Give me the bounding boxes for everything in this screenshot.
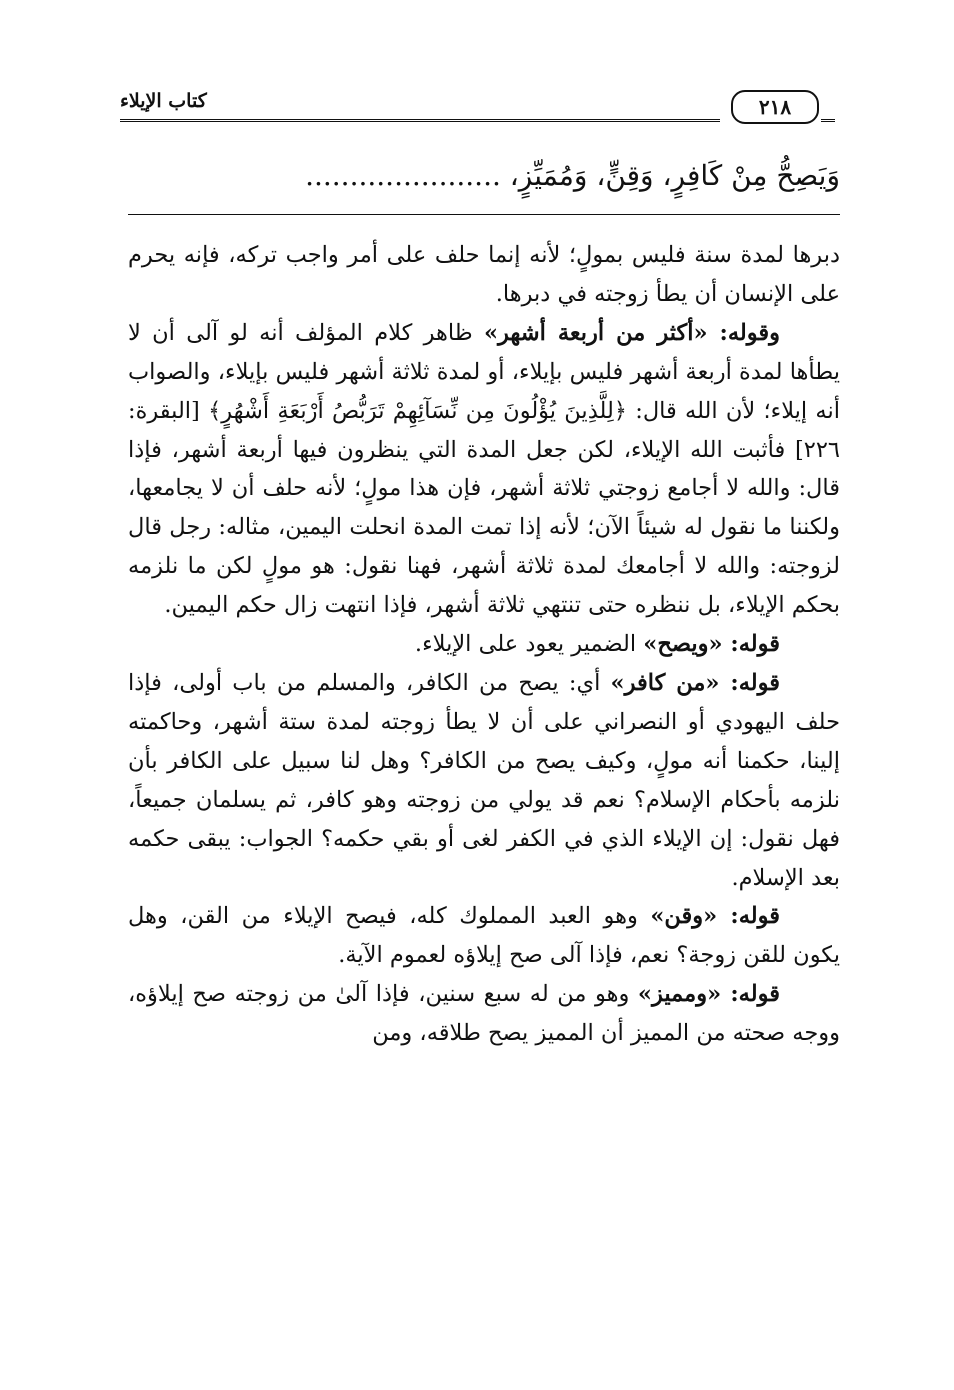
paragraph-lead: وقوله: «أكثر من أربعة أشهر» — [483, 319, 780, 346]
page-number: ٢١٨ — [731, 90, 819, 124]
paragraph-lead: قوله: «وقن» — [650, 903, 780, 930]
book-title: كتاب الإيلاء — [120, 90, 207, 112]
paragraph — [128, 625, 840, 664]
paragraph-text: أي: يصح من الكافر، والمسلم من باب أولى، فإذا حلف اليهودي أو النصراني على أن لا يطأ زوجته لمدة ستة أشهر، وحاكمته إلينا، حكمنا أنه مولٍ، وكيف يصح من الكافر؟ وهل لنا سبيل على الكافر بأن نلزمه بأحكام الإسلام؟ نعم قد يولي من زوجته وهو كافر، ثم يسلمان جميعاً، فهل نقول: إن الإيلاء الذي في الكفر لغى أو بقي حكمه؟ الجواب: يبقى حكمه بعد الإسلام. — [128, 669, 840, 891]
paragraph-lead: قوله: «من كافر» — [610, 669, 780, 696]
paragraph-text: الضمير يعود على الإيلاء. — [414, 631, 644, 658]
paragraph-text: ظاهر كلام المؤلف أنه لو آلى أن لا يطأها لمدة أربعة أشهر فليس بإيلاء، أو لمدة ثلاثة أشهر فليس بإيلاء، والصواب أنه إيلاء؛ لأن الله قال: ﴿لِلَّذِينَ يُؤْلُونَ مِن نِّسَآئِهِمْ تَرَبُّصُ أَرْبَعَةِ أَشْهُرٍ﴾ [البقرة: ٢٢٦] فأثبت الله الإيلاء، لكن جعل المدة التي ينظرون فيها أربعة أشهر، فإذا قال: والله لا أجامع زوجتي ثلاثة أشهر، فإن هذا مولٍ؛ لأنه حلف أن لا يجامعها، ولكننا ما نقول له شيئاً الآن؛ لأنه إذا تمت المدة انحلت اليمين، مثاله: رجل قال لزوجته: والله لا أجامعك لمدة ثلاثة أشهر، فهنا نقول: هو مولٍ لكن ما نلزمه بحكم الإيلاء، بل ننظره حتى تنتهي ثلاثة أشهر، فإذا انتهت زال حكم اليمين. — [128, 319, 840, 619]
header-rule — [120, 119, 720, 124]
header-rule-end — [821, 119, 835, 122]
matn-divider — [128, 214, 840, 215]
paragraph — [128, 897, 840, 975]
paragraph-text: وهو من له سبع سنين، فإذا آلىٰ من زوجته صح إيلاؤه، ووجه صحته من المميز أن المميز يصح طلاقه، ومن — [128, 981, 840, 1047]
paragraph — [128, 236, 840, 314]
page-header — [120, 88, 835, 126]
paragraph — [128, 975, 840, 1053]
matn-text: وَيَصِحُّ مِنْ كَافِرٍ، وَقِنٍّ، وَمُمَيِّزٍ، ...................... — [305, 159, 840, 192]
paragraph — [128, 664, 840, 897]
paragraph-text: دبرها لمدة سنة فليس بمولٍ؛ لأنه إنما حلف على أمر واجب تركه، فإنه يحرم على الإنسان أن يطأ زوجته في دبرها. — [128, 242, 840, 307]
paragraph-lead: قوله: «ويصح» — [643, 631, 780, 658]
commentary-body — [128, 236, 840, 1053]
paragraph-lead: قوله: «ومميز» — [637, 981, 780, 1008]
paragraph-text: وهو العبد المملوك كله، فيصح الإيلاء من القن، وهل يكون للقن زوجة؟ نعم، فإذا آلى صح إيلاؤه لعموم الآية. — [128, 903, 840, 969]
paragraph — [128, 314, 840, 625]
